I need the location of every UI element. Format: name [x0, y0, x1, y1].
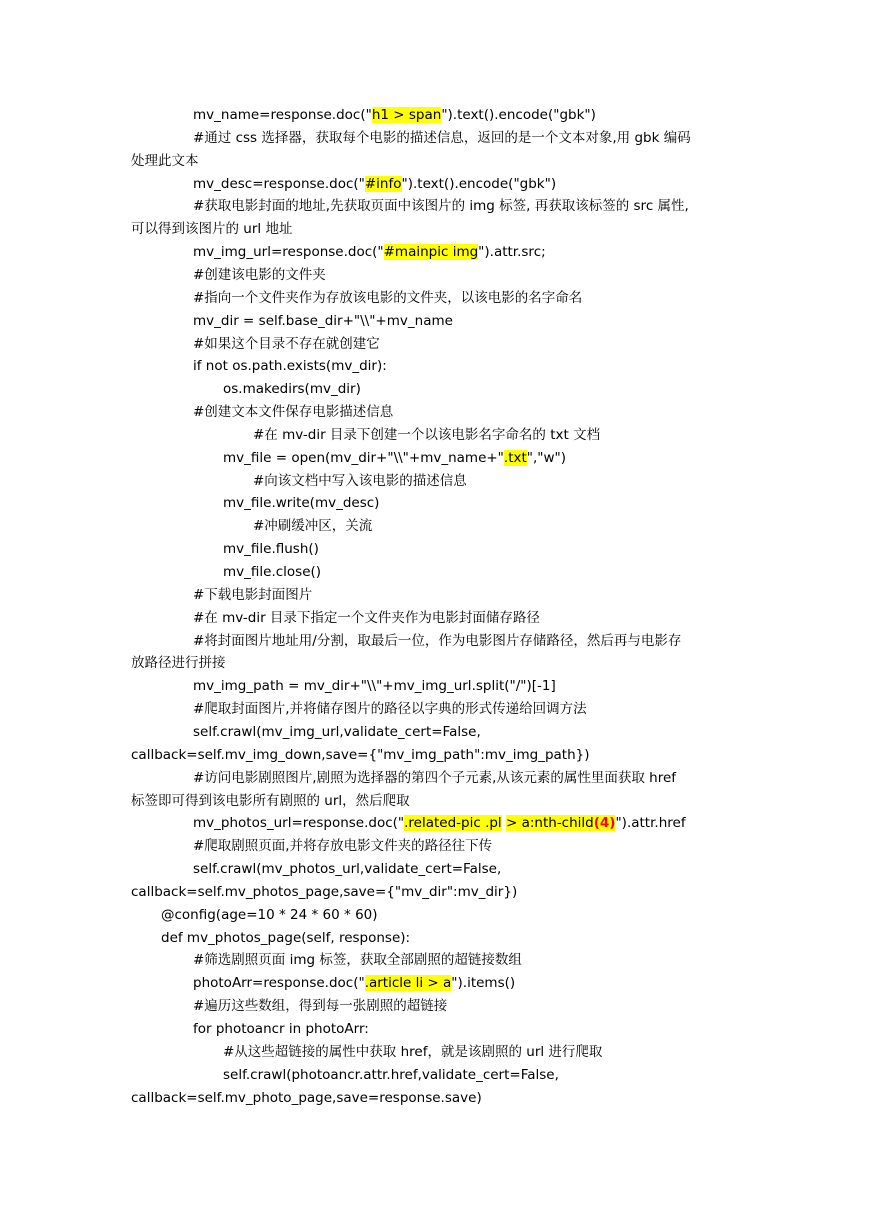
code-text: #在 mv-dir 目录下创建一个以该电影名字命名的 txt 文档 [253, 426, 601, 443]
code-line [193, 241, 546, 263]
code-line [161, 927, 410, 949]
code-line [193, 264, 326, 286]
code-text: photoArr=response.doc(" [193, 975, 365, 992]
code-text: ").attr.href [615, 815, 686, 832]
code-text: #遍历这些数组，得到每一张剧照的超链接 [193, 998, 448, 1015]
code-text: #将封面图片地址用/分割，取最后一位，作为电影图片存储路径，然后再与电影存 [193, 632, 682, 649]
code-line [193, 675, 556, 697]
code-line [193, 1018, 369, 1040]
code-text: ","w") [526, 449, 567, 466]
code-text: mv_file.flush() [223, 541, 319, 558]
highlighted-text: (4) [593, 815, 616, 832]
code-text: ").items() [451, 975, 516, 992]
code-text: ").text().encode("gbk") [401, 175, 557, 192]
code-line [193, 721, 481, 743]
code-text: mv_file = open(mv_dir+"\\"+mv_name+" [223, 449, 504, 466]
code-text: mv_file.write(mv_desc) [223, 495, 380, 512]
code-line [193, 607, 540, 629]
highlighted-text: #info [364, 175, 402, 192]
code-text: mv_dir = self.base_dir+"\\"+mv_name [193, 312, 453, 329]
code-line [223, 447, 566, 469]
code-text: mv_desc=response.doc(" [193, 175, 365, 192]
code-line [193, 104, 596, 126]
code-line [193, 698, 587, 720]
code-text: callback=self.mv_img_down,save={"mv_img_path":mv_img_path}) [131, 746, 590, 763]
code-line [193, 835, 492, 857]
code-line [193, 195, 689, 217]
code-text: @config(age=10 * 24 * 60 * 60) [161, 906, 378, 923]
code-text: self.crawl(mv_photos_url,validate_cert=False, [193, 861, 502, 878]
code-line [223, 538, 319, 560]
code-line [193, 401, 393, 423]
code-line [131, 881, 517, 903]
code-text: mv_img_url=response.doc(" [193, 244, 384, 261]
code-line [131, 150, 199, 172]
code-line [223, 492, 379, 514]
code-text: mv_img_path = mv_dir+"\\"+mv_img_url.split("/")[-1] [193, 678, 556, 695]
code-line [193, 949, 522, 971]
code-line [193, 767, 676, 789]
code-text: #从这些超链接的属性中获取 href，就是该剧照的 url 进行爬取 [223, 1043, 603, 1060]
code-text: def mv_photos_page(self, response): [161, 929, 411, 946]
code-text: #下载电影封面图片 [193, 586, 313, 603]
code-text: #通过 css 选择器，获取每个电影的描述信息，返回的是一个文本对象,用 gbk 编码 [193, 129, 691, 146]
code-text: #在 mv-dir 目录下指定一个文件夹作为电影封面储存路径 [193, 609, 540, 626]
code-line [223, 561, 321, 583]
code-text: #访问电影剧照图片,剧照为选择器的第四个子元素,从该元素的属性里面获取 href [193, 769, 677, 786]
code-line [131, 218, 292, 240]
code-line [193, 630, 681, 652]
code-line [131, 790, 410, 812]
code-line [193, 995, 447, 1017]
code-line [193, 584, 312, 606]
code-line [193, 310, 453, 332]
code-line [223, 1064, 559, 1086]
code-text: #筛选剧照页面 img 标签，获取全部剧照的超链接数组 [193, 952, 522, 969]
code-text: #获取电影封面的地址,先获取页面中该图片的 img 标签, 再获取该标签的 src 属性, [193, 198, 689, 215]
code-text: mv_photos_url=response.doc(" [193, 815, 405, 832]
code-line [253, 424, 600, 446]
code-text: #爬取剧照页面,并将存放电影文件夹的路径往下传 [193, 838, 493, 855]
code-line [193, 127, 691, 149]
code-line [223, 1041, 602, 1063]
code-line [131, 652, 226, 674]
code-text: #如果这个目录不存在就创建它 [193, 335, 380, 352]
code-text: 处理此文本 [131, 152, 199, 169]
highlighted-text: h1 > span [371, 107, 442, 123]
code-line [223, 378, 361, 400]
code-text: 放路径进行拼接 [131, 655, 226, 672]
code-line [193, 173, 556, 195]
code-line [193, 972, 515, 994]
code-text: #指向一个文件夹作为存放该电影的文件夹，以该电影的名字命名 [193, 289, 583, 306]
code-text: #冲刷缓冲区，关流 [253, 518, 373, 535]
code-text: for photoancr in photoArr: [193, 1021, 369, 1037]
code-line [161, 904, 378, 926]
highlighted-text: #mainpic img [383, 244, 479, 261]
code-text: os.makedirs(mv_dir) [223, 381, 361, 398]
code-line [253, 470, 467, 492]
code-line [253, 515, 372, 537]
code-text: mv_file.close() [223, 564, 322, 580]
code-line [193, 287, 582, 309]
code-line [193, 333, 380, 355]
code-text: if not os.path.exists(mv_dir): [193, 358, 387, 375]
code-text: callback=self.mv_photos_page,save={"mv_dir":mv_dir}) [131, 883, 518, 900]
code-text: callback=self.mv_photo_page,save=response.save) [131, 1089, 482, 1106]
code-text: #创建文本文件保存电影描述信息 [193, 404, 394, 421]
code-text: 标签即可得到该电影所有剧照的 url，然后爬取 [131, 792, 410, 809]
highlighted-text: .article li > a [364, 975, 452, 992]
highlighted-text: .related-pic .pl [404, 815, 502, 832]
code-text: self.crawl(photoancr.attr.href,validate_cert=False, [223, 1066, 559, 1083]
code-text: #向该文档中写入该电影的描述信息 [253, 472, 467, 489]
code-text: #爬取封面图片,并将储存图片的路径以字典的形式传递给回调方法 [193, 701, 587, 718]
highlighted-text: .txt [503, 449, 527, 466]
code-text: self.crawl(mv_img_url,validate_cert=False, [193, 723, 481, 740]
code-line [193, 812, 686, 834]
code-text: ").attr.src; [478, 244, 546, 261]
code-text: #创建该电影的文件夹 [193, 266, 326, 283]
code-line [193, 355, 387, 377]
code-line [131, 744, 590, 766]
code-line [193, 858, 501, 880]
code-text: 可以得到该图片的 url 地址 [131, 221, 293, 238]
code-line [131, 1087, 482, 1109]
code-text: ").text().encode("gbk") [441, 107, 596, 123]
highlighted-text: > a:nth-child [505, 815, 594, 832]
code-text: mv_name=response.doc(" [193, 107, 372, 123]
